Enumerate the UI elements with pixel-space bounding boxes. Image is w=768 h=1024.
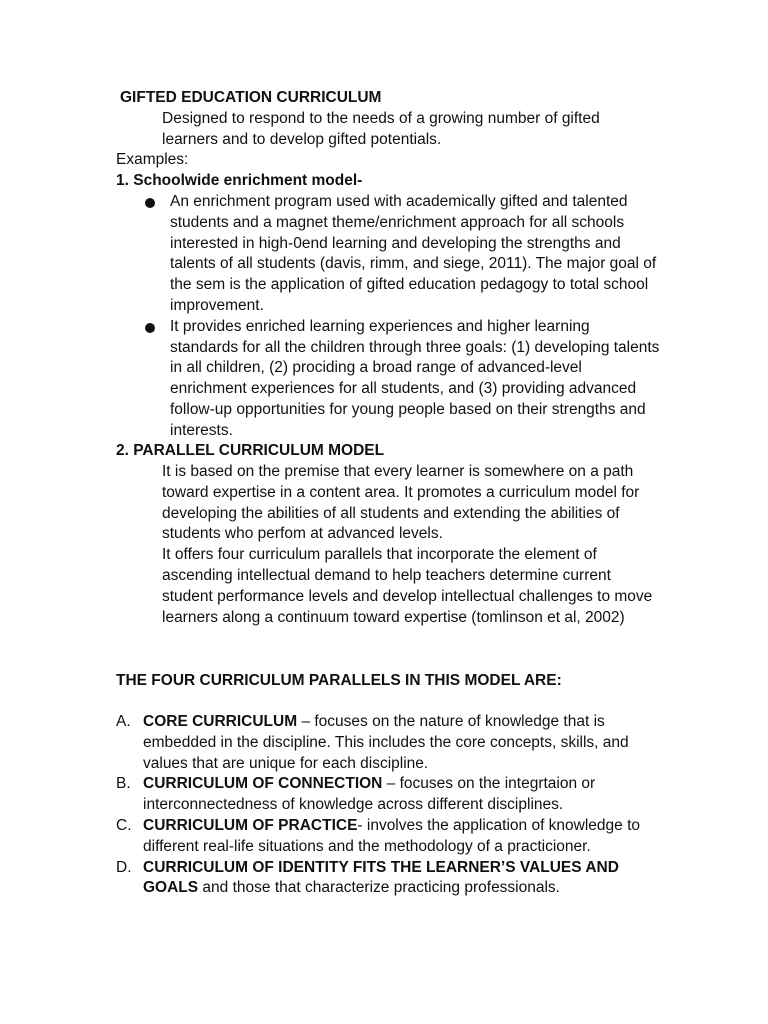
list-item [116, 712, 656, 774]
list-item [140, 317, 660, 442]
list-letter: C. [116, 816, 132, 834]
parallels-list [116, 712, 656, 899]
section2-paragraph-1: It is based on the premise that every learner is somewhere on a path toward expertise in a content area. It promotes a curriculum model for developing the abilities of all students and extending the abilities of students who perfom at advanced levels. [162, 463, 640, 543]
section2-body [162, 462, 657, 628]
bullet-text: It provides enriched learning experiences and higher learning standards for all the children through three goals: (1) developing talents in all children, (2) prociding a broad range of advanced-level enrichment experiences for all students, and (3) providing advanced follow-up opportunities for young people based on their strengths and interests. [170, 317, 660, 439]
parallels-heading: THE FOUR CURRICULUM PARALLELS IN THIS MODEL ARE: [116, 672, 562, 689]
document-title: GIFTED EDUCATION CURRICULUM [120, 89, 382, 106]
bullet-text: An enrichment program used with academically gifted and talented students and a magnet theme/enrichment approach for all schools interested in high-0end learning and developing the strengths and talents of all students (davis, rimm, and siege, 2011). The major goal of the sem is the application of gifted education pedagogy to total school improvement. [170, 193, 657, 314]
parallel-term: CURRICULUM OF IDENTITY FITS THE LEARNER’S VALUES AND GOALS [143, 858, 619, 897]
bullet-icon [145, 323, 155, 333]
list-letter: B. [116, 775, 131, 793]
parallel-term: CORE CURRICULUM [143, 713, 298, 730]
list-item [116, 816, 656, 858]
section1-bullet-list [140, 192, 660, 442]
parallel-description: – focuses on the nature of knowledge that is embedded in the discipline. This includes the core concepts, skills, and values that are unique for each discipline. [143, 713, 629, 772]
parallel-description: and those that characterize practicing professionals. [198, 879, 560, 897]
parallel-description: – focuses on the integrtaion or interconnectedness of knowledge across different disciplines. [143, 775, 596, 814]
list-letter: A. [116, 713, 131, 730]
section2-paragraph-2: It offers four curriculum parallels that incorporate the element of ascending intellectual demand to help teachers determine current student performance levels and develop intellectual challenges to move learners along a continuum toward expertise (tomlinson et al, 2002) [162, 546, 653, 626]
list-item [116, 858, 656, 900]
bullet-icon [145, 198, 155, 208]
parallel-description: - involves the application of knowledge to different real-life situations and the methodology of a practicioner. [143, 816, 641, 855]
section1-heading: 1. Schoolwide enrichment model- [116, 172, 363, 189]
section2-heading: 2. PARALLEL CURRICULUM MODEL [116, 442, 385, 459]
list-letter: D. [116, 858, 132, 876]
examples-label: Examples: [116, 151, 189, 168]
intro-paragraph: Designed to respond to the needs of a growing number of gifted learners and to develop gifted potentials. [162, 110, 600, 148]
parallel-term: CURRICULUM OF PRACTICE [143, 816, 358, 834]
list-item [140, 192, 660, 317]
parallel-term: CURRICULUM OF CONNECTION [143, 775, 383, 793]
list-item [116, 774, 656, 816]
